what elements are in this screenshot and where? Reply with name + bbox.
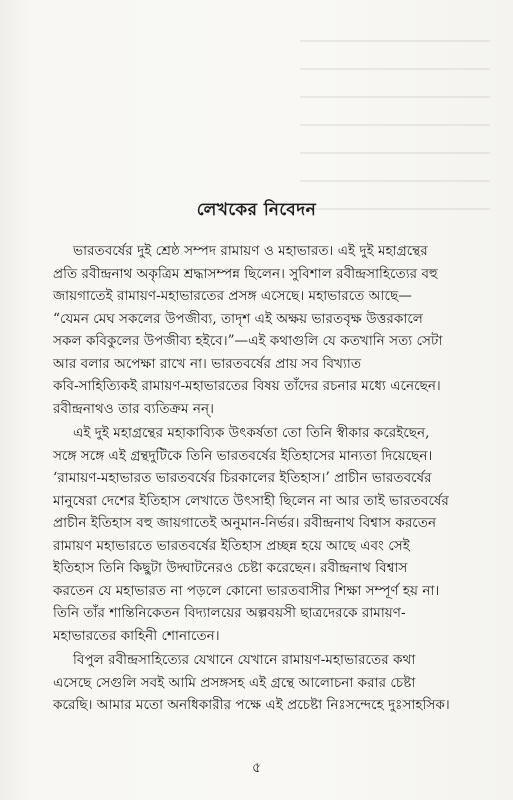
text-line: বিপুল রবীন্দ্রসাহিত্যের যেখানে যেখানে রামায়ণ-মহাভারতের কথা <box>73 652 416 668</box>
text-line: মহাভারতের কাহিনী শোনাতেন। <box>53 627 220 644</box>
text-line: করতেন যে মহাভারত না পড়লে কোনো ভারতবাসীর শিক্ষা সম্পূর্ণ হয় না। <box>53 582 440 599</box>
page-number: ৫ <box>251 760 262 776</box>
text-line: রবীন্দ্রনাথও তার ব্যতিক্রম নন্। <box>53 400 214 417</box>
paragraph-3 <box>53 649 467 717</box>
text-line: করেছি। আমার মতো অনধিকারীর পক্ষে এই প্রচেষ্টা নিঃসন্দেহে দুঃসাহসিক। <box>53 697 450 713</box>
text-line: তিনি তাঁর শান্তিনিকেতন বিদ্যালয়ের অল্পবয়সী ছাত্রদেরকে রামায়ণ- <box>53 605 406 621</box>
page-title: লেখকের নিবেদন <box>196 200 317 220</box>
text-line: “যেমন মেঘ সকলের উপজীব্য, তাদৃশ এই অক্ষয় ভারতবৃক্ষ উত্তরকালে <box>53 310 423 327</box>
text-line: ইতিহাস তিনি কিছুটা উদ্ঘাটনেরও চেষ্টা করেছেন। রবীন্দ্রনাথ বিশ্বাস <box>53 560 408 576</box>
paragraph-2 <box>53 422 467 647</box>
paragraph-1 <box>53 240 467 420</box>
text-line: প্রাচীন ইতিহাস বহু জায়গাতেই অনুমান-নির্ভর। রবীন্দ্রনাথ বিশ্বাস করতেন <box>53 515 437 531</box>
text-line: এসেছে সেগুলি সবই আমি প্রসঙ্গসহ এই গ্রন্থে আলোচনা করার চেষ্টা <box>53 674 416 691</box>
text-line: ‘রামায়ণ-মহাভারত ভারতবর্ষের চিরকালের ইতিহাস।’ প্রাচীন ভারতবর্ষের <box>53 470 432 486</box>
text-line: কবি-সাহিত্যিকই রামায়ণ-মহাভারতের বিষয় তাঁদের রচনার মধ্যে এনেছেন। <box>53 378 441 394</box>
text-line: সকল কবিকুলের উপজীব্য হইবে।”—এই কথাগুলি যে কতখানি সত্য সেটা <box>53 333 443 349</box>
text-line: এই দুই মহাগ্রন্থের মহাকাব্যিক উৎকর্ষতা তো তিনি স্বীকার করেইছেন, <box>73 425 430 441</box>
text-line: আর বলার অপেক্ষা রাখে না। ভারতবর্ষের প্রায় সব বিখ্যাত <box>53 355 362 372</box>
text-line: মানুষেরা দেশের ইতিহাস লেখাতে উৎসাহী ছিলেন না আর তাই ভারতবর্ষের <box>53 492 449 509</box>
text-line: রামায়ণ মহাভারতে ভারতবর্ষের ইতিহাস প্রচ্ছন্ন হয়ে আছে এবং সেই <box>53 537 410 554</box>
text-line: সঙ্গে সঙ্গে এই গ্রন্থদুটিকে তিনি ভারতবর্ষের ইতিহাসের মান্যতা দিয়েছেন। <box>53 447 433 464</box>
body-text <box>53 240 467 717</box>
text-line: ভারতবর্ষের দুই শ্রেষ্ঠ সম্পদ রামায়ণ ও মহাভারত। এই দুই মহাগ্রন্থের <box>73 243 428 259</box>
text-line: প্রতি রবীন্দ্রনাথ অকৃত্রিম শ্রদ্ধাসম্পন্ন ছিলেন। সুবিশাল রবীন্দ্রসাহিত্যের বহু <box>53 265 438 282</box>
text-line: জায়গাতেই রামায়ণ-মহাভারতের প্রসঙ্গ এসেছে। মহাভারতে আছে— <box>53 288 412 304</box>
